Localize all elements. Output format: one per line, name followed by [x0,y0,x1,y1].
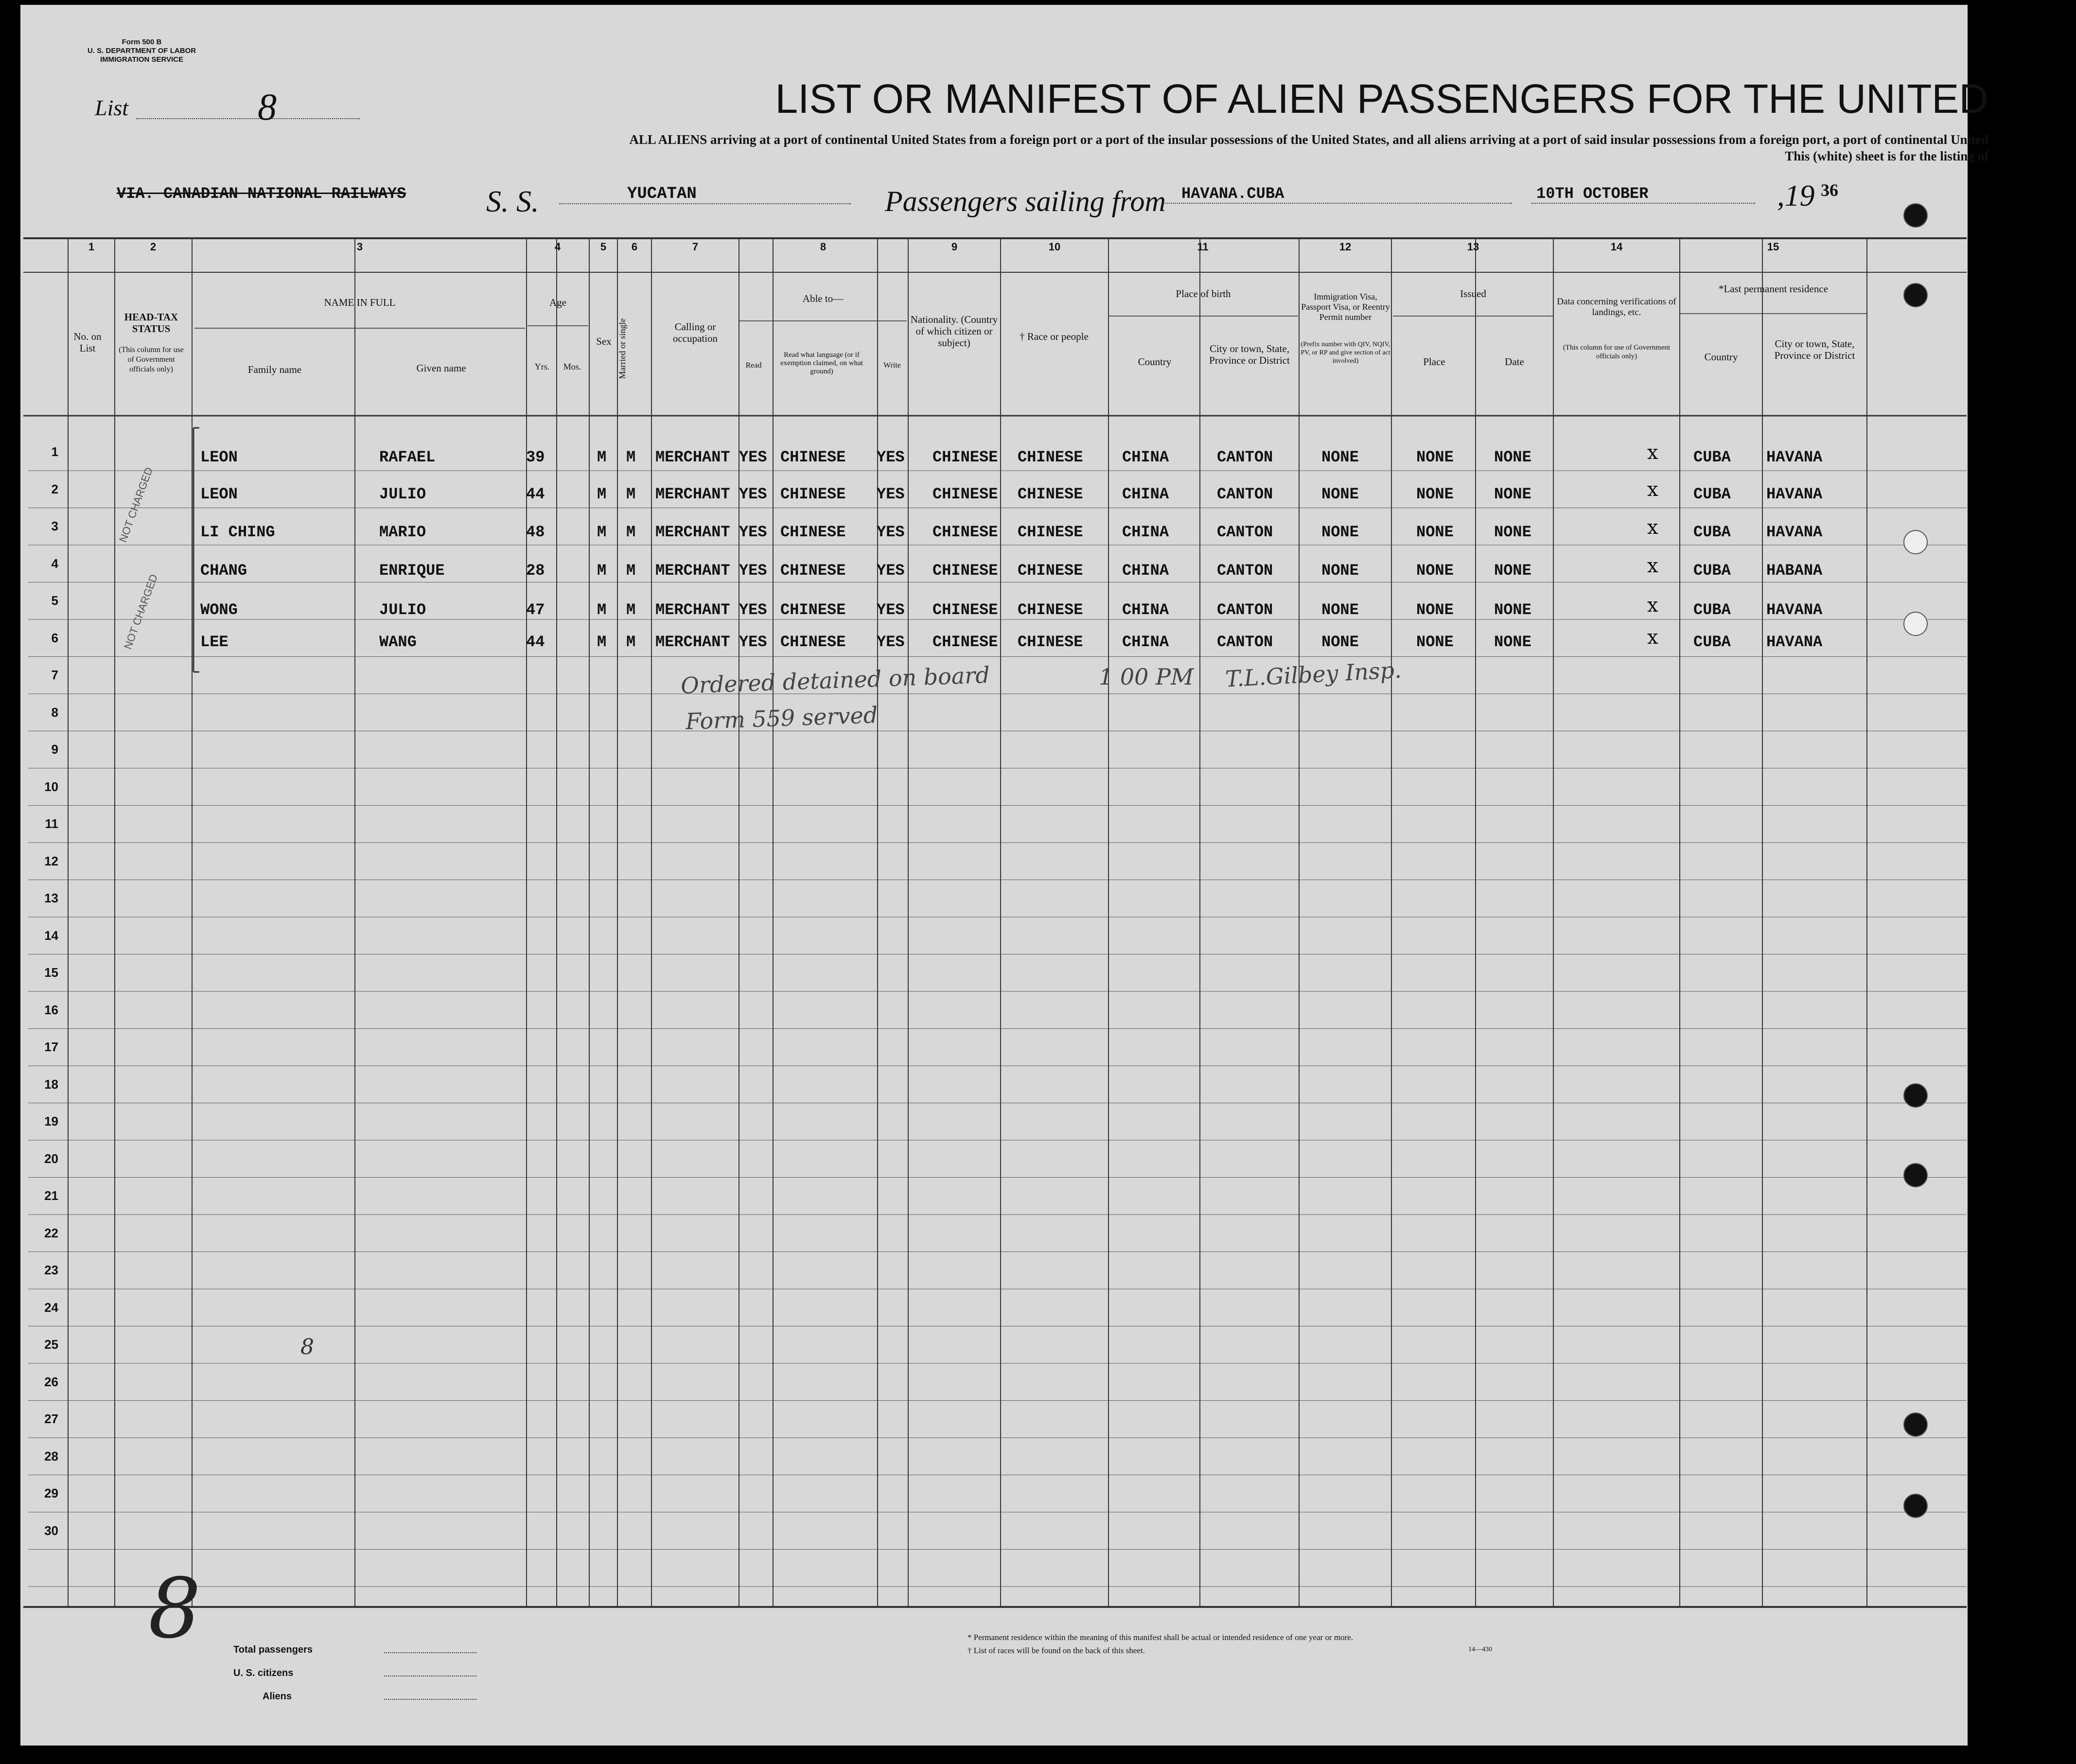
visa-cell: NONE [1321,523,1359,541]
footnote-residence: * Permanent residence within the meaning of this manifest shall be actual or intended residence of one year or more. [968,1633,1354,1642]
birth-city-cell: CANTON [1217,523,1273,541]
margin-mark: 8 [148,1561,201,1657]
total-passengers-line [384,1652,476,1653]
inspector-signature: T.L.Gilbey Insp. [1224,656,1402,692]
birth-country-cell: CHINA [1122,633,1169,651]
age-cell: 39 [526,448,545,466]
age-cell: 28 [526,562,545,580]
birth-city-cell: CANTON [1217,562,1273,580]
sex-cell: M [597,562,607,580]
family-name-cell: LEON [200,485,238,503]
given-name-cell: MARIO [379,523,426,541]
nationality-cell: CHINESE [932,448,998,466]
departure-port: HAVANA.CUBA [1162,185,1512,204]
column-number: 15 [1767,241,1779,253]
visa-cell: NONE [1321,633,1359,651]
column-number: 3 [356,241,363,253]
marital-status-cell: M [626,485,636,503]
residence-city-cell: HABANA [1766,562,1823,580]
marital-status-cell: M [626,633,636,651]
occupation-cell: MERCHANT [655,562,730,580]
given-name-cell: WANG [379,633,417,651]
row-number: 24 [44,1300,58,1315]
header-mos: Mos. [563,362,581,371]
head-tax-stamp-2: NOT CHARGED [122,572,160,651]
sex-cell: M [597,448,607,466]
column-number: 8 [820,241,827,253]
header-able-to: Able to— [802,293,844,304]
issued-place-cell: NONE [1416,633,1454,651]
nationality-cell: CHINESE [932,523,998,541]
race-cell: CHINESE [1018,523,1083,541]
issued-date-cell: NONE [1494,562,1531,580]
read-cell: YES [739,448,767,466]
occupation-cell: MERCHANT [655,523,730,541]
column-number: 13 [1467,241,1479,253]
issued-place-cell: NONE [1416,562,1454,580]
header-read-language: Read what language (or if exemption claimed, on what ground) [780,351,863,375]
row-number: 21 [44,1188,58,1203]
row-number: 4 [51,556,58,571]
header-residence-country: Country [1704,351,1738,363]
row-number: 14 [44,928,58,943]
header-yrs: Yrs. [534,362,550,371]
total-passengers-label: Total passengers [233,1644,313,1655]
visa-cell: NONE [1321,485,1359,503]
residence-city-cell: HAVANA [1766,485,1823,503]
binder-hole [1903,1494,1928,1518]
ship-name: YUCATAN [559,185,851,204]
verification-mark: x [1647,441,1658,464]
row-number: 13 [44,891,58,905]
write-cell: YES [877,633,905,651]
row-number: 2 [51,481,58,496]
residence-city-cell: HAVANA [1766,601,1823,619]
given-name-cell: RAFAEL [379,448,436,466]
column-number: 7 [692,241,699,253]
race-cell: CHINESE [1018,485,1083,503]
service-name: IMMIGRATION SERVICE [100,55,184,64]
year-prefix: ,19 [1777,179,1815,212]
binder-hole [1903,203,1928,228]
birth-city-cell: CANTON [1217,448,1273,466]
write-cell: YES [877,562,905,580]
residence-country-cell: CUBA [1693,633,1731,651]
read-cell: YES [739,601,767,619]
header-sex: Sex [596,335,612,347]
header-head-tax-note: (This column for use of Government officials only) [119,346,184,373]
row-number: 6 [51,630,58,645]
department-name: U. S. DEPARTMENT OF LABOR [88,47,196,55]
birth-country-cell: CHINA [1122,485,1169,503]
column-number: 2 [150,241,157,253]
row-number: 17 [44,1040,58,1054]
residence-country-cell: CUBA [1693,485,1731,503]
row-number: 30 [44,1523,58,1538]
row-number: 19 [44,1114,58,1129]
header-place-of-birth: Place of birth [1176,288,1231,300]
row-number: 7 [51,668,58,682]
issued-date-cell: NONE [1494,485,1531,503]
race-cell: CHINESE [1018,562,1083,580]
verification-mark: x [1647,516,1658,539]
language-cell: CHINESE [780,601,846,619]
family-name-cell: WONG [200,601,238,619]
binder-hole [1903,612,1928,636]
marital-status-cell: M [626,562,636,580]
residence-country-cell: CUBA [1693,601,1731,619]
nationality-cell: CHINESE [932,601,998,619]
header-visa: Immigration Visa, Passport Visa, or Reentry Permit number [1301,292,1390,322]
read-cell: YES [739,485,767,503]
header-name-in-full: NAME IN FULL [324,297,396,308]
binder-hole [1903,1163,1928,1187]
ship-label: S. S. [486,185,539,218]
read-cell: YES [739,562,767,580]
row-number: 10 [44,779,58,794]
binder-hole [1903,530,1928,554]
header-age: Age [549,297,566,308]
occupation-cell: MERCHANT [655,601,730,619]
header-head-tax: HEAD-TAX STATUS [124,311,178,335]
page-title: LIST OR MANIFEST OF ALIEN PASSENGERS FOR THE UNITED [775,76,1988,122]
sailing-label: Passengers sailing from [885,185,1166,217]
form-number: Form 500 B [122,38,162,46]
family-name-cell: LEE [200,633,229,651]
row-number: 16 [44,1002,58,1017]
row-number: 15 [44,965,58,980]
sex-cell: M [597,633,607,651]
issued-date-cell: NONE [1494,448,1531,466]
row-number: 27 [44,1411,58,1426]
header-calling: Calling or occupation [672,321,718,344]
binder-hole [1903,1083,1928,1108]
header-visa-note: (Prefix number with QIV, NQIV, PV, or RP and give section of act involved) [1301,341,1390,365]
header-read: Read [745,361,762,370]
instructions-line-1: ALL ALIENS arriving at a port of continental United States from a foreign port or a port of the insular possessions of the United States, and all aliens arriving at a port of said insular possessions from a foreign port, a port of continental United [629,132,1988,147]
row-number: 3 [51,519,58,533]
residence-city-cell: HAVANA [1766,523,1823,541]
header-nationality: Nationality. (Country of which citizen or subject) [910,314,998,349]
birth-city-cell: CANTON [1217,633,1273,651]
sex-cell: M [597,523,607,541]
visa-cell: NONE [1321,601,1359,619]
header-issued-date: Date [1505,356,1524,368]
birth-country-cell: CHINA [1122,448,1169,466]
column-number: 5 [600,241,607,253]
page-mark: 8 [300,1335,314,1359]
birth-city-cell: CANTON [1217,601,1273,619]
instructions-line-2: This (white) sheet is for the listing of [1785,149,1988,163]
write-cell: YES [877,601,905,619]
race-cell: CHINESE [1018,448,1083,466]
given-name-cell: JULIO [379,601,426,619]
row-number: 18 [44,1076,58,1092]
header-family-name: Family name [247,364,302,375]
language-cell: CHINESE [780,523,846,541]
column-number: 12 [1339,241,1352,253]
occupation-cell: MERCHANT [655,485,730,503]
issued-place-cell: NONE [1416,601,1454,619]
row-number: 5 [51,593,58,608]
race-cell: CHINESE [1018,601,1083,619]
birth-city-cell: CANTON [1217,485,1273,503]
header-write: Write [883,361,901,370]
column-number: 10 [1048,241,1061,253]
year-suffix: 36 [1821,180,1838,200]
age-cell: 44 [526,633,545,651]
birth-country-cell: CHINA [1122,523,1169,541]
read-cell: YES [739,633,767,651]
row-number: 11 [45,816,58,831]
row-number: 26 [44,1374,58,1389]
age-cell: 44 [526,485,545,503]
column-number: 11 [1197,241,1209,253]
aliens-line [384,1699,476,1700]
residence-city-cell: HAVANA [1766,633,1823,651]
write-cell: YES [877,448,905,466]
column-number: 1 [88,241,95,253]
row-number: 20 [44,1151,58,1166]
row-number: 8 [51,705,58,720]
aliens-label: Aliens [263,1691,292,1702]
issued-place-cell: NONE [1416,485,1454,503]
verification-mark: x [1647,594,1658,617]
column-number: 6 [631,241,638,253]
issued-date-cell: NONE [1494,633,1531,651]
header-given-name: Given name [416,362,466,374]
marital-status-cell: M [626,601,636,619]
form-served-note: Form 559 served [685,702,879,735]
marital-status-cell: M [626,448,636,466]
detained-note: Ordered detained on board [680,661,990,699]
issued-place-cell: NONE [1416,448,1454,466]
occupation-cell: MERCHANT [655,633,730,651]
binder-hole [1903,283,1928,307]
header-issued-place: Place [1423,356,1445,368]
issued-date-cell: NONE [1494,601,1531,619]
age-cell: 48 [526,523,545,541]
residence-city-cell: HAVANA [1766,448,1823,466]
language-cell: CHINESE [780,562,846,580]
row-number: 28 [44,1448,58,1464]
form-code: 14—430 [1468,1646,1492,1653]
language-cell: CHINESE [780,485,846,503]
visa-cell: NONE [1321,448,1359,466]
row-number: 25 [44,1337,58,1352]
given-name-cell: ENRIQUE [379,562,445,580]
header-verifications: Data concerning verifications of landings, etc. [1557,297,1676,318]
residence-country-cell: CUBA [1693,562,1731,580]
birth-country-cell: CHINA [1122,601,1169,619]
list-number: 8 [258,86,277,128]
language-cell: CHINESE [780,448,846,466]
family-name-cell: LI CHING [200,523,275,541]
race-cell: CHINESE [1018,633,1083,651]
write-cell: YES [877,523,905,541]
verification-mark: x [1647,478,1658,501]
marital-status-cell: M [626,523,636,541]
verification-mark: x [1647,555,1658,577]
nationality-cell: CHINESE [932,562,998,580]
header-birth-city: City or town, State, Province or District [1209,343,1290,366]
nationality-cell: CHINESE [932,633,998,651]
family-name-cell: CHANG [200,562,247,580]
sailing-date: 10TH OCTOBER [1531,185,1755,204]
sex-cell: M [597,601,607,619]
row-number: 23 [44,1263,58,1277]
row-number: 9 [51,742,58,757]
visa-cell: NONE [1321,562,1359,580]
us-citizens-label: U. S. citizens [233,1668,294,1678]
head-tax-stamp-1: NOT CHARGED [117,465,155,544]
age-cell: 47 [526,601,545,619]
row-number: 12 [44,853,58,868]
sex-cell: M [597,485,607,503]
issued-date-cell: NONE [1494,523,1531,541]
binder-hole [1903,1412,1928,1437]
row-number: 1 [51,444,58,459]
column-number: 9 [951,241,958,253]
header-residence-city: City or town, State, Province or District [1774,338,1855,361]
header-last-residence: *Last permanent residence [1718,283,1829,295]
list-label: List [95,95,129,120]
header-married: Married or single [617,318,627,379]
given-name-cell: JULIO [379,485,426,503]
column-number: 14 [1610,241,1623,253]
column-number: 4 [554,241,561,253]
header-race: † Race or people [1020,331,1089,342]
header-issued: Issued [1460,288,1486,300]
nationality-cell: CHINESE [932,485,998,503]
time-note: 1 00 PM [1099,664,1194,690]
header-verifications-note: (This column for use of Government officials only) [1563,344,1671,360]
family-name-cell: LEON [200,448,238,466]
birth-country-cell: CHINA [1122,562,1169,580]
header-birth-country: Country [1138,356,1172,368]
residence-country-cell: CUBA [1693,448,1731,466]
footnote-races: † List of races will be found on the back of this sheet. [968,1646,1145,1655]
read-cell: YES [739,523,767,541]
issued-place-cell: NONE [1416,523,1454,541]
residence-country-cell: CUBA [1693,523,1731,541]
via-route: VIA. CANADIAN NATIONAL RAILWAYS [117,185,406,203]
language-cell: CHINESE [780,633,846,651]
row-number: 29 [44,1486,58,1500]
verification-mark: x [1647,626,1658,649]
header-no-on-list: No. on List [73,331,102,354]
occupation-cell: MERCHANT [655,448,730,466]
write-cell: YES [877,485,905,503]
row-number: 22 [44,1225,58,1240]
